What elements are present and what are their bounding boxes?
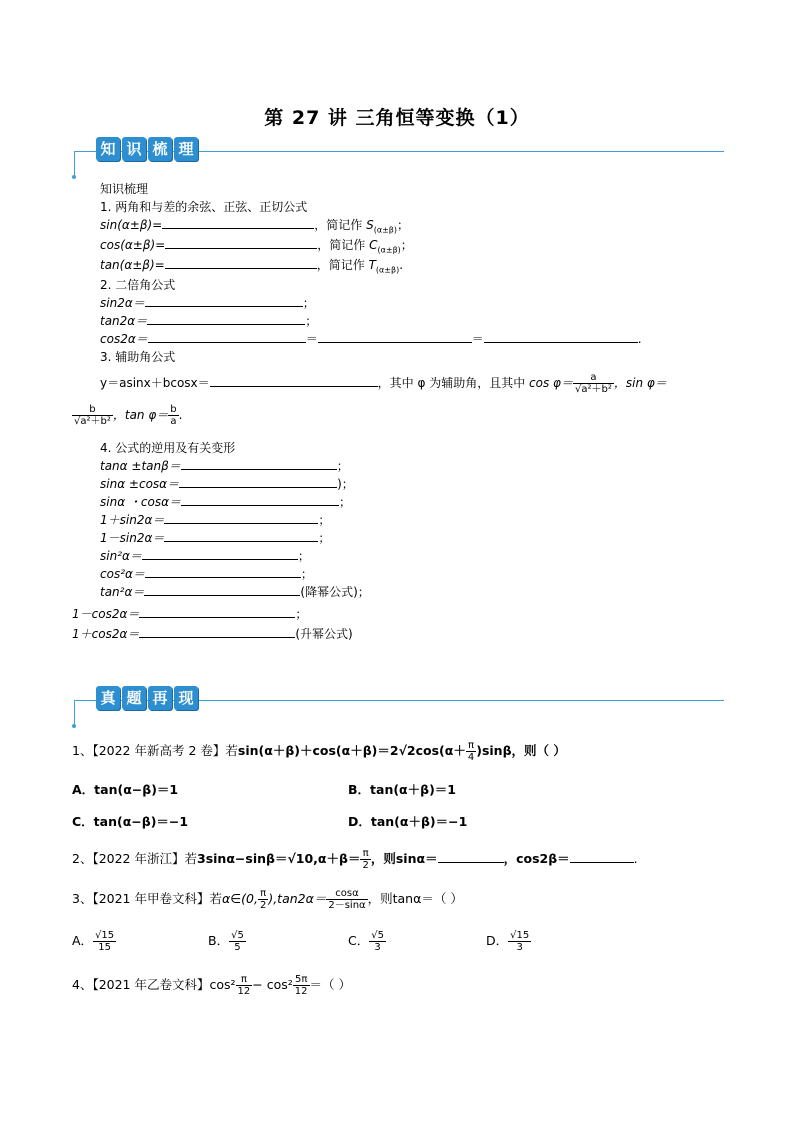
fraction: $\frac{\pi}{12}$ bbox=[237, 974, 251, 997]
answer-blank[interactable] bbox=[210, 374, 378, 387]
subheading-2: 2. 二倍角公式 bbox=[100, 278, 176, 292]
option-b[interactable]: B．tan(α＋β)＝1 bbox=[348, 782, 456, 797]
fraction: $\frac{b}{\text{√a²＋b²}}$ bbox=[74, 404, 111, 427]
answer-blank[interactable] bbox=[318, 330, 472, 343]
formula-variant: cos²α＝ ； bbox=[100, 567, 313, 581]
answer-blank[interactable] bbox=[148, 330, 306, 343]
formula-cos-sum: cos(α±β)= ，简记作 $C_{(\alpha\pm\beta)}$； bbox=[100, 238, 413, 255]
answer-blank[interactable] bbox=[164, 511, 318, 524]
fraction: $\frac{\pi}{2}$ bbox=[362, 848, 369, 871]
formula-variant: tanα ±tanβ＝ ； bbox=[100, 459, 349, 473]
answer-blank[interactable] bbox=[142, 547, 298, 560]
option-b[interactable]: B． $\frac{√5}{5}$ bbox=[208, 930, 244, 953]
fraction: $\frac{√5}{3}$ bbox=[371, 930, 384, 953]
fraction: $\frac{√5}{5}$ bbox=[231, 930, 244, 953]
badge-char: 题 bbox=[122, 686, 146, 710]
section-badge bbox=[96, 686, 198, 710]
subheading-1: 1. 两角和与差的余弦、正弦、正切公式 bbox=[100, 200, 308, 214]
badge-char: 真 bbox=[96, 686, 120, 710]
formula-variant: 1＋cos2α＝ (升幂公式) bbox=[72, 627, 353, 641]
formula-variant: tan²α＝ (降幂公式)； bbox=[100, 585, 370, 599]
subheading-4: 4. 公式的逆用及有关变形 bbox=[100, 441, 236, 455]
header-dot bbox=[72, 724, 76, 728]
option-d[interactable]: D．tan(α＋β)＝−1 bbox=[348, 814, 468, 829]
answer-blank[interactable] bbox=[181, 493, 339, 506]
answer-blank[interactable] bbox=[145, 565, 301, 578]
question-2: 2、【2022 年浙江】若3sinα−sinβ＝√10,α＋β＝ $\frac{\pi}{2}$ ，则sinα＝ ，cos2β＝ . bbox=[72, 848, 638, 871]
answer-blank[interactable] bbox=[147, 312, 305, 325]
fraction: $\frac{5\pi}{12}$ bbox=[294, 974, 308, 997]
fraction: $\frac{\pi}{4}$ bbox=[467, 740, 475, 763]
question-3: 3、【2021 年甲卷文科】若α∈(0, $\frac{\pi}{2}$ ),tan2α＝ $\frac{\cos\alpha}{2-\sin\alpha}$ ，则tanα＝（ ） bbox=[72, 888, 463, 911]
formula-sin-sum: sin(α±β)= ，简记作 $S_{(\alpha\pm\beta)}$； bbox=[100, 218, 410, 235]
fraction: $\frac{√15}{15}$ bbox=[95, 930, 115, 953]
header-vertical-rule bbox=[74, 700, 75, 726]
knowledge-heading: 知识梳理 bbox=[100, 182, 149, 196]
header-dot bbox=[72, 175, 76, 179]
formula-auxiliary: y＝asinx＋bcosx＝ ，其中 φ 为辅助角，且其中 cos φ＝ $\frac{a}{\text{√a²＋b²}}$ ，sin φ＝ bbox=[100, 372, 667, 395]
answer-blank[interactable] bbox=[139, 605, 295, 618]
formula-cos2: cos2α＝ ＝ ＝ . bbox=[100, 332, 642, 346]
section-header-exam bbox=[74, 686, 724, 726]
formula-variant: sinα ±cosα＝ )； bbox=[100, 477, 354, 491]
fraction: $\frac{b}{a}$ bbox=[170, 404, 177, 427]
formula-auxiliary-cont: $\frac{b}{\text{√a²＋b²}}$ ，tan φ＝ $\frac{b}{a}$ . bbox=[74, 404, 183, 427]
badge-char: 梳 bbox=[148, 137, 172, 161]
formula-sin2: sin2α＝ ； bbox=[100, 296, 315, 310]
option-d[interactable]: D． $\frac{√15}{3}$ bbox=[486, 930, 530, 953]
answer-blank[interactable] bbox=[165, 256, 317, 269]
answer-blank[interactable] bbox=[139, 625, 295, 638]
fraction: $\frac{\cos\alpha}{2-\sin\alpha}$ bbox=[328, 888, 366, 911]
fraction: $\frac{a}{\text{√a²＋b²}}$ bbox=[574, 372, 612, 395]
answer-blank[interactable] bbox=[145, 294, 303, 307]
answer-blank[interactable] bbox=[484, 330, 638, 343]
badge-char: 理 bbox=[174, 137, 198, 161]
formula-variant: sin²α＝ ； bbox=[100, 549, 310, 563]
answer-blank[interactable] bbox=[179, 475, 337, 488]
answer-blank[interactable] bbox=[162, 216, 314, 229]
formula-variant: 1－cos2α＝ ； bbox=[72, 607, 308, 621]
badge-char: 识 bbox=[122, 137, 146, 161]
fraction: $\frac{\pi}{2}$ bbox=[259, 888, 267, 911]
fraction: $\frac{√15}{3}$ bbox=[510, 930, 530, 953]
formula-variant: sinα ・cosα＝ ； bbox=[100, 495, 352, 509]
page-title: 第 27 讲 三角恒等变换（1） bbox=[264, 107, 530, 129]
badge-char: 再 bbox=[148, 686, 172, 710]
badge-char: 现 bbox=[174, 686, 198, 710]
question-1: 1、【2022 年新高考 2 卷】若sin(α＋β)＋cos(α＋β)＝2√2cos(α＋ $\frac{\pi}{4}$ )sinβ，则（ ） bbox=[72, 740, 566, 763]
formula-variant: 1＋sin2α＝ ； bbox=[100, 513, 331, 527]
question-4: 4、【2021 年乙卷文科】cos² $\frac{\pi}{12}$ − cos² $\frac{5\pi}{12}$ ＝（ ） bbox=[72, 974, 351, 997]
answer-blank[interactable] bbox=[181, 457, 337, 470]
answer-blank[interactable] bbox=[164, 529, 318, 542]
option-a[interactable]: A．tan(α−β)＝1 bbox=[72, 782, 179, 797]
section-badge bbox=[96, 137, 198, 161]
option-a[interactable]: A． $\frac{√15}{15}$ bbox=[72, 930, 115, 953]
formula-tan-sum: tan(α±β)= ，简记作 $T_{(\alpha\pm\beta)}$. bbox=[100, 258, 404, 275]
answer-blank[interactable] bbox=[438, 850, 504, 863]
answer-blank[interactable] bbox=[570, 850, 634, 863]
option-c[interactable]: C． $\frac{√5}{3}$ bbox=[348, 930, 384, 953]
answer-blank[interactable] bbox=[144, 583, 300, 596]
section-header-knowledge bbox=[74, 137, 724, 177]
formula-tan2: tan2α＝ ； bbox=[100, 314, 318, 328]
option-c[interactable]: C．tan(α−β)＝−1 bbox=[72, 814, 189, 829]
header-vertical-rule bbox=[74, 151, 75, 177]
subheading-3: 3. 辅助角公式 bbox=[100, 350, 176, 364]
formula-variant: 1－sin2α＝ ； bbox=[100, 531, 331, 545]
badge-char: 知 bbox=[96, 137, 120, 161]
answer-blank[interactable] bbox=[165, 236, 317, 249]
